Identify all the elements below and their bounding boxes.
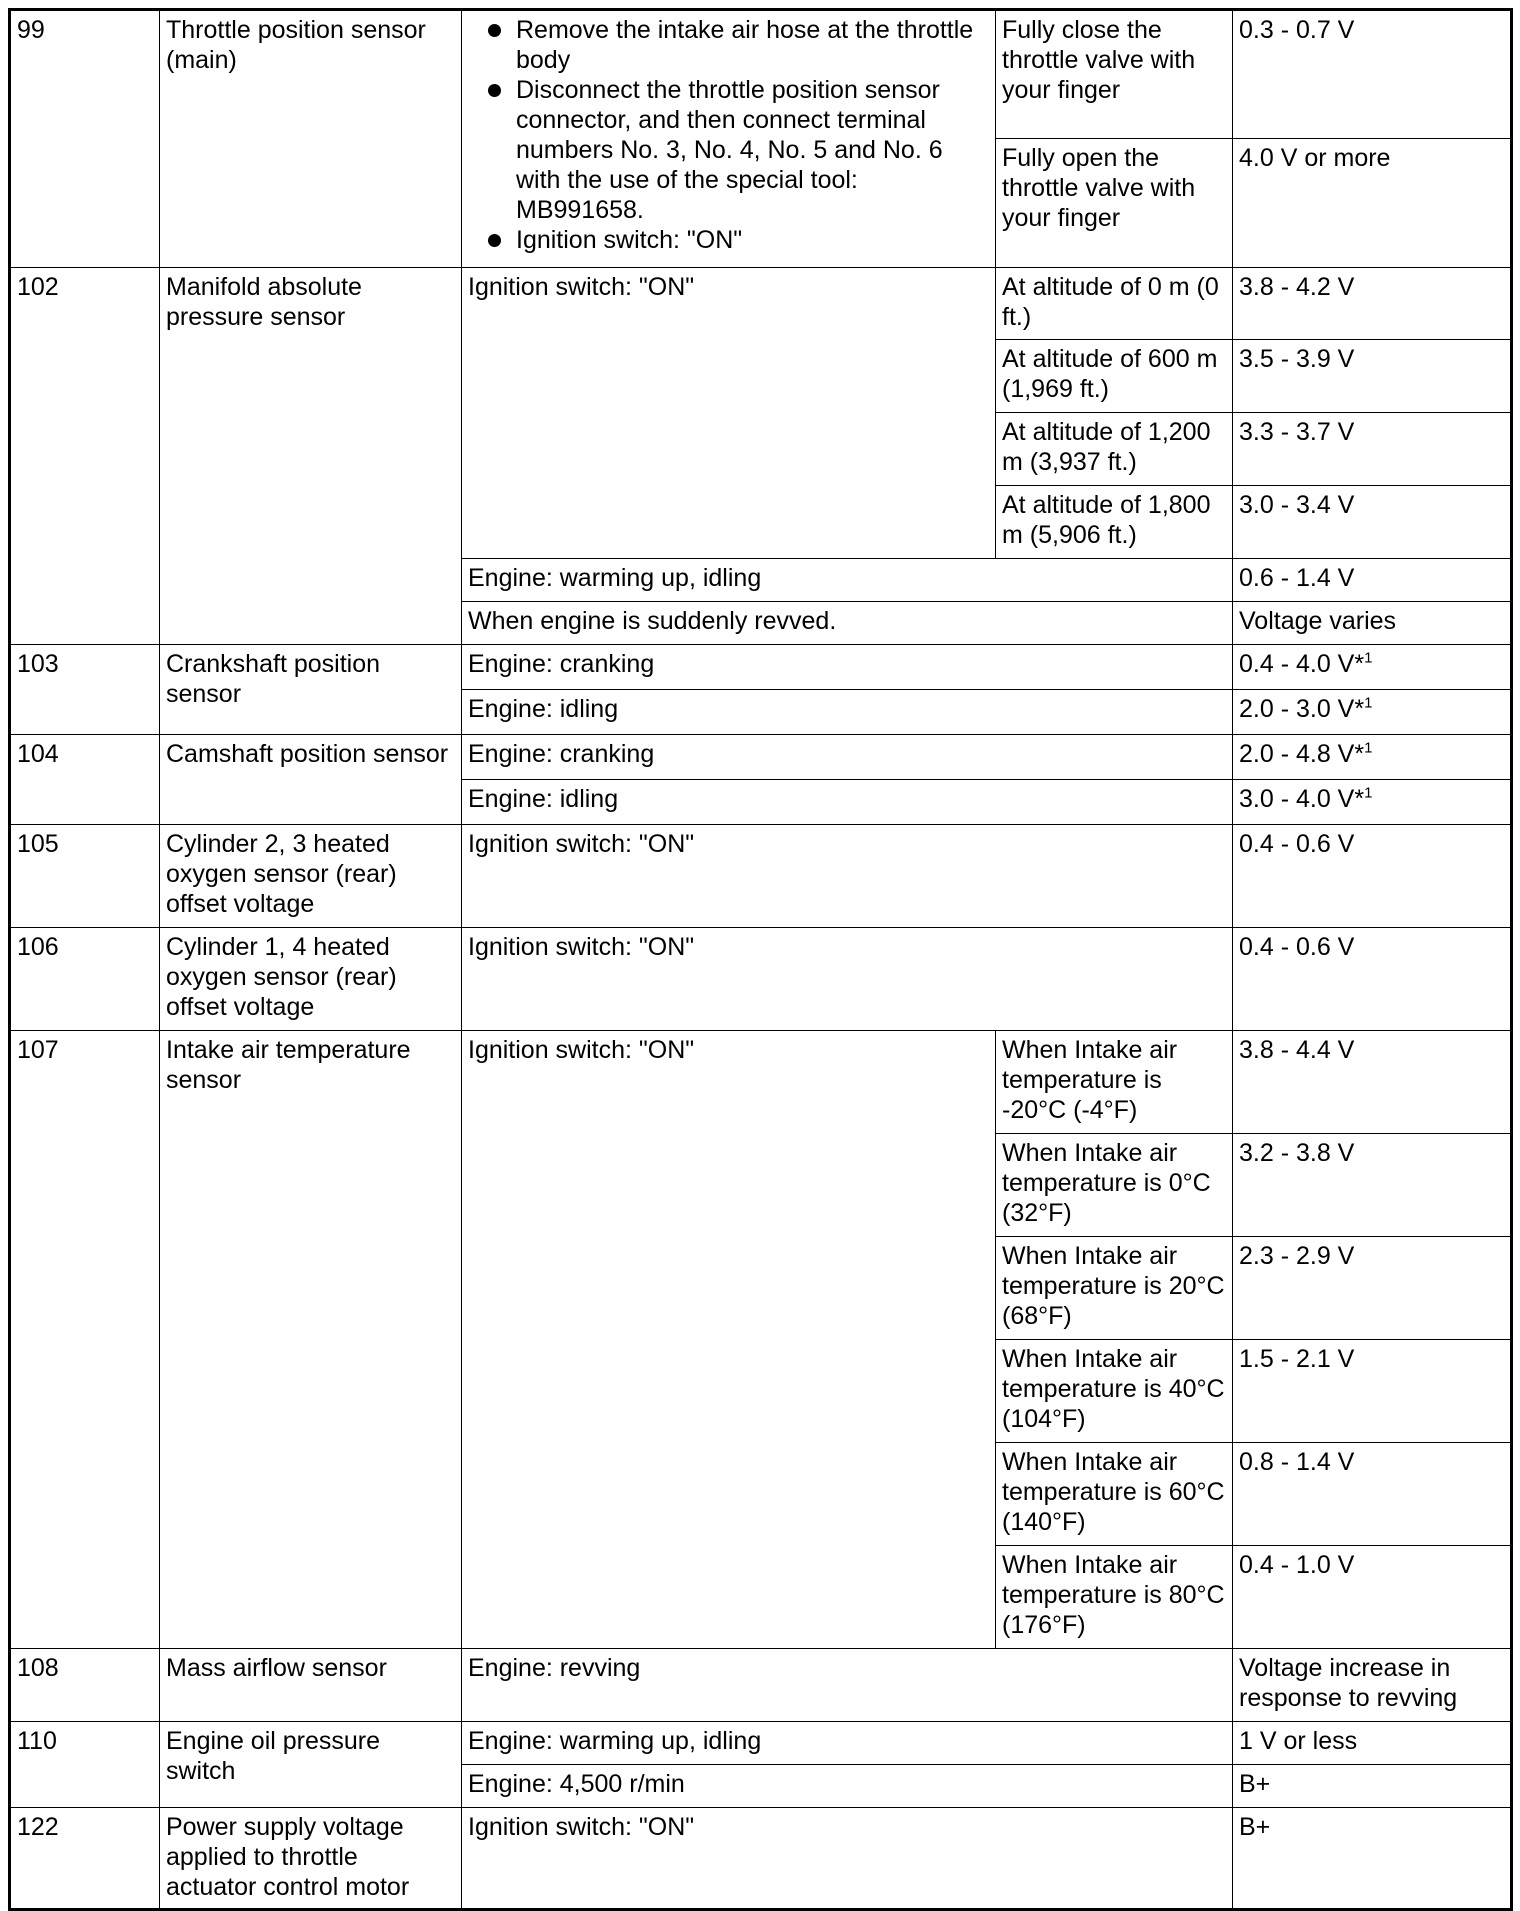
terminal-number: 103	[10, 645, 160, 735]
list-item: Disconnect the throttle position sensor connector, and then connect terminal numbers No. 3, No. 4, No. 5 and No. 6 with the use of the special tool: MB991658.	[468, 75, 989, 225]
check-condition: Ignition switch: "ON"	[462, 928, 1233, 1031]
table-row	[10, 1722, 1512, 1765]
terminal-number: 105	[10, 825, 160, 928]
list-item: Ignition switch: "ON"	[468, 225, 989, 255]
check-condition: Engine: revving	[462, 1649, 1233, 1722]
normal-value: B+	[1233, 1808, 1512, 1910]
check-condition: Engine: cranking	[462, 735, 1233, 780]
table-row	[10, 928, 1512, 1031]
check-condition: When engine is suddenly revved.	[462, 602, 1233, 645]
table-row	[10, 735, 1512, 780]
normal-value: 1.5 - 2.1 V	[1233, 1340, 1512, 1443]
terminal-number: 99	[10, 10, 160, 268]
normal-value: 3.8 - 4.2 V	[1233, 268, 1512, 340]
value-text: 3.0 - 4.0 V*	[1239, 785, 1365, 813]
normal-value: 3.0 - 3.4 V	[1233, 486, 1512, 559]
table-row	[10, 268, 1512, 340]
sub-condition: When Intake air temperature is 20°C (68°F)	[996, 1237, 1233, 1340]
footnote-mark: 1	[1364, 649, 1373, 667]
check-condition: Engine: warming up, idling	[462, 559, 1233, 602]
check-condition: Engine: 4,500 r/min	[462, 1765, 1233, 1808]
normal-value: 3.3 - 3.7 V	[1233, 413, 1512, 486]
check-condition: Engine: idling	[462, 690, 1233, 735]
normal-value: 0.4 - 0.6 V	[1233, 928, 1512, 1031]
sub-condition: When Intake air temperature is 40°C (104°F)	[996, 1340, 1233, 1443]
table-row	[10, 645, 1512, 690]
check-condition: Ignition switch: "ON"	[462, 268, 996, 559]
sub-condition: At altitude of 1,200 m (3,937 ft.)	[996, 413, 1233, 486]
check-condition: Ignition switch: "ON"	[462, 825, 1233, 928]
sub-condition: At altitude of 0 m (0 ft.)	[996, 268, 1233, 340]
check-item: Power supply voltage applied to throttle actuator control motor	[160, 1808, 462, 1910]
sub-condition: Fully close the throttle valve with your finger	[996, 10, 1233, 139]
normal-value: Voltage varies	[1233, 602, 1512, 645]
check-item: Intake air temperature sensor	[160, 1031, 462, 1649]
normal-value: 0.6 - 1.4 V	[1233, 559, 1512, 602]
check-condition: Engine: idling	[462, 780, 1233, 825]
sub-condition: When Intake air temperature is 80°C (176°F)	[996, 1546, 1233, 1649]
normal-value: 0.3 - 0.7 V	[1233, 10, 1512, 139]
sub-condition: When Intake air temperature is 60°C (140°F)	[996, 1443, 1233, 1546]
normal-value: Voltage increase in response to revving	[1233, 1649, 1512, 1722]
normal-value: 0.4 - 0.6 V	[1233, 825, 1512, 928]
table-row	[10, 1031, 1512, 1134]
check-item: Cylinder 1, 4 heated oxygen sensor (rear) offset voltage	[160, 928, 462, 1031]
check-condition	[462, 10, 996, 268]
table-row	[10, 10, 1512, 139]
check-item: Camshaft position sensor	[160, 735, 462, 825]
normal-value: 4.0 V or more	[1233, 139, 1512, 268]
check-item: Mass airflow sensor	[160, 1649, 462, 1722]
check-item: Cylinder 2, 3 heated oxygen sensor (rear) offset voltage	[160, 825, 462, 928]
table-row	[10, 1808, 1512, 1910]
normal-value	[1233, 645, 1512, 690]
normal-value: 3.8 - 4.4 V	[1233, 1031, 1512, 1134]
sub-condition: When Intake air temperature is 0°C (32°F)	[996, 1134, 1233, 1237]
check-item: Manifold absolute pressure sensor	[160, 268, 462, 645]
table-row	[10, 825, 1512, 928]
check-item: Throttle position sensor (main)	[160, 10, 462, 268]
condition-list	[468, 15, 989, 255]
normal-value: 2.3 - 2.9 V	[1233, 1237, 1512, 1340]
list-item: Remove the intake air hose at the throttle body	[468, 15, 989, 75]
sub-condition: Fully open the throttle valve with your finger	[996, 139, 1233, 268]
sub-condition: At altitude of 600 m (1,969 ft.)	[996, 340, 1233, 413]
terminal-number: 108	[10, 1649, 160, 1722]
terminal-number: 102	[10, 268, 160, 645]
normal-value	[1233, 690, 1512, 735]
footnote-mark: 1	[1364, 784, 1373, 802]
normal-value: 3.2 - 3.8 V	[1233, 1134, 1512, 1237]
normal-value: B+	[1233, 1765, 1512, 1808]
value-text: 2.0 - 3.0 V*	[1239, 695, 1365, 723]
check-condition: Engine: cranking	[462, 645, 1233, 690]
check-item: Engine oil pressure switch	[160, 1722, 462, 1808]
terminal-number: 106	[10, 928, 160, 1031]
terminal-number: 104	[10, 735, 160, 825]
normal-value: 0.8 - 1.4 V	[1233, 1443, 1512, 1546]
value-text: 0.4 - 4.0 V*	[1239, 650, 1365, 678]
check-condition: Ignition switch: "ON"	[462, 1808, 1233, 1910]
sub-condition: When Intake air temperature is -20°C (-4°F)	[996, 1031, 1233, 1134]
normal-value: 0.4 - 1.0 V	[1233, 1546, 1512, 1649]
check-item: Crankshaft position sensor	[160, 645, 462, 735]
footnote-mark: 1	[1364, 694, 1373, 712]
normal-value	[1233, 780, 1512, 825]
value-text: 2.0 - 4.8 V*	[1239, 740, 1365, 768]
check-condition: Ignition switch: "ON"	[462, 1031, 996, 1649]
check-condition: Engine: warming up, idling	[462, 1722, 1233, 1765]
terminal-number: 110	[10, 1722, 160, 1808]
normal-value: 1 V or less	[1233, 1722, 1512, 1765]
terminal-number: 107	[10, 1031, 160, 1649]
sub-condition: At altitude of 1,800 m (5,906 ft.)	[996, 486, 1233, 559]
terminal-number: 122	[10, 1808, 160, 1910]
voltage-spec-table	[8, 8, 1513, 1911]
normal-value	[1233, 735, 1512, 780]
table-row	[10, 1649, 1512, 1722]
normal-value: 3.5 - 3.9 V	[1233, 340, 1512, 413]
footnote-mark: 1	[1364, 739, 1373, 757]
